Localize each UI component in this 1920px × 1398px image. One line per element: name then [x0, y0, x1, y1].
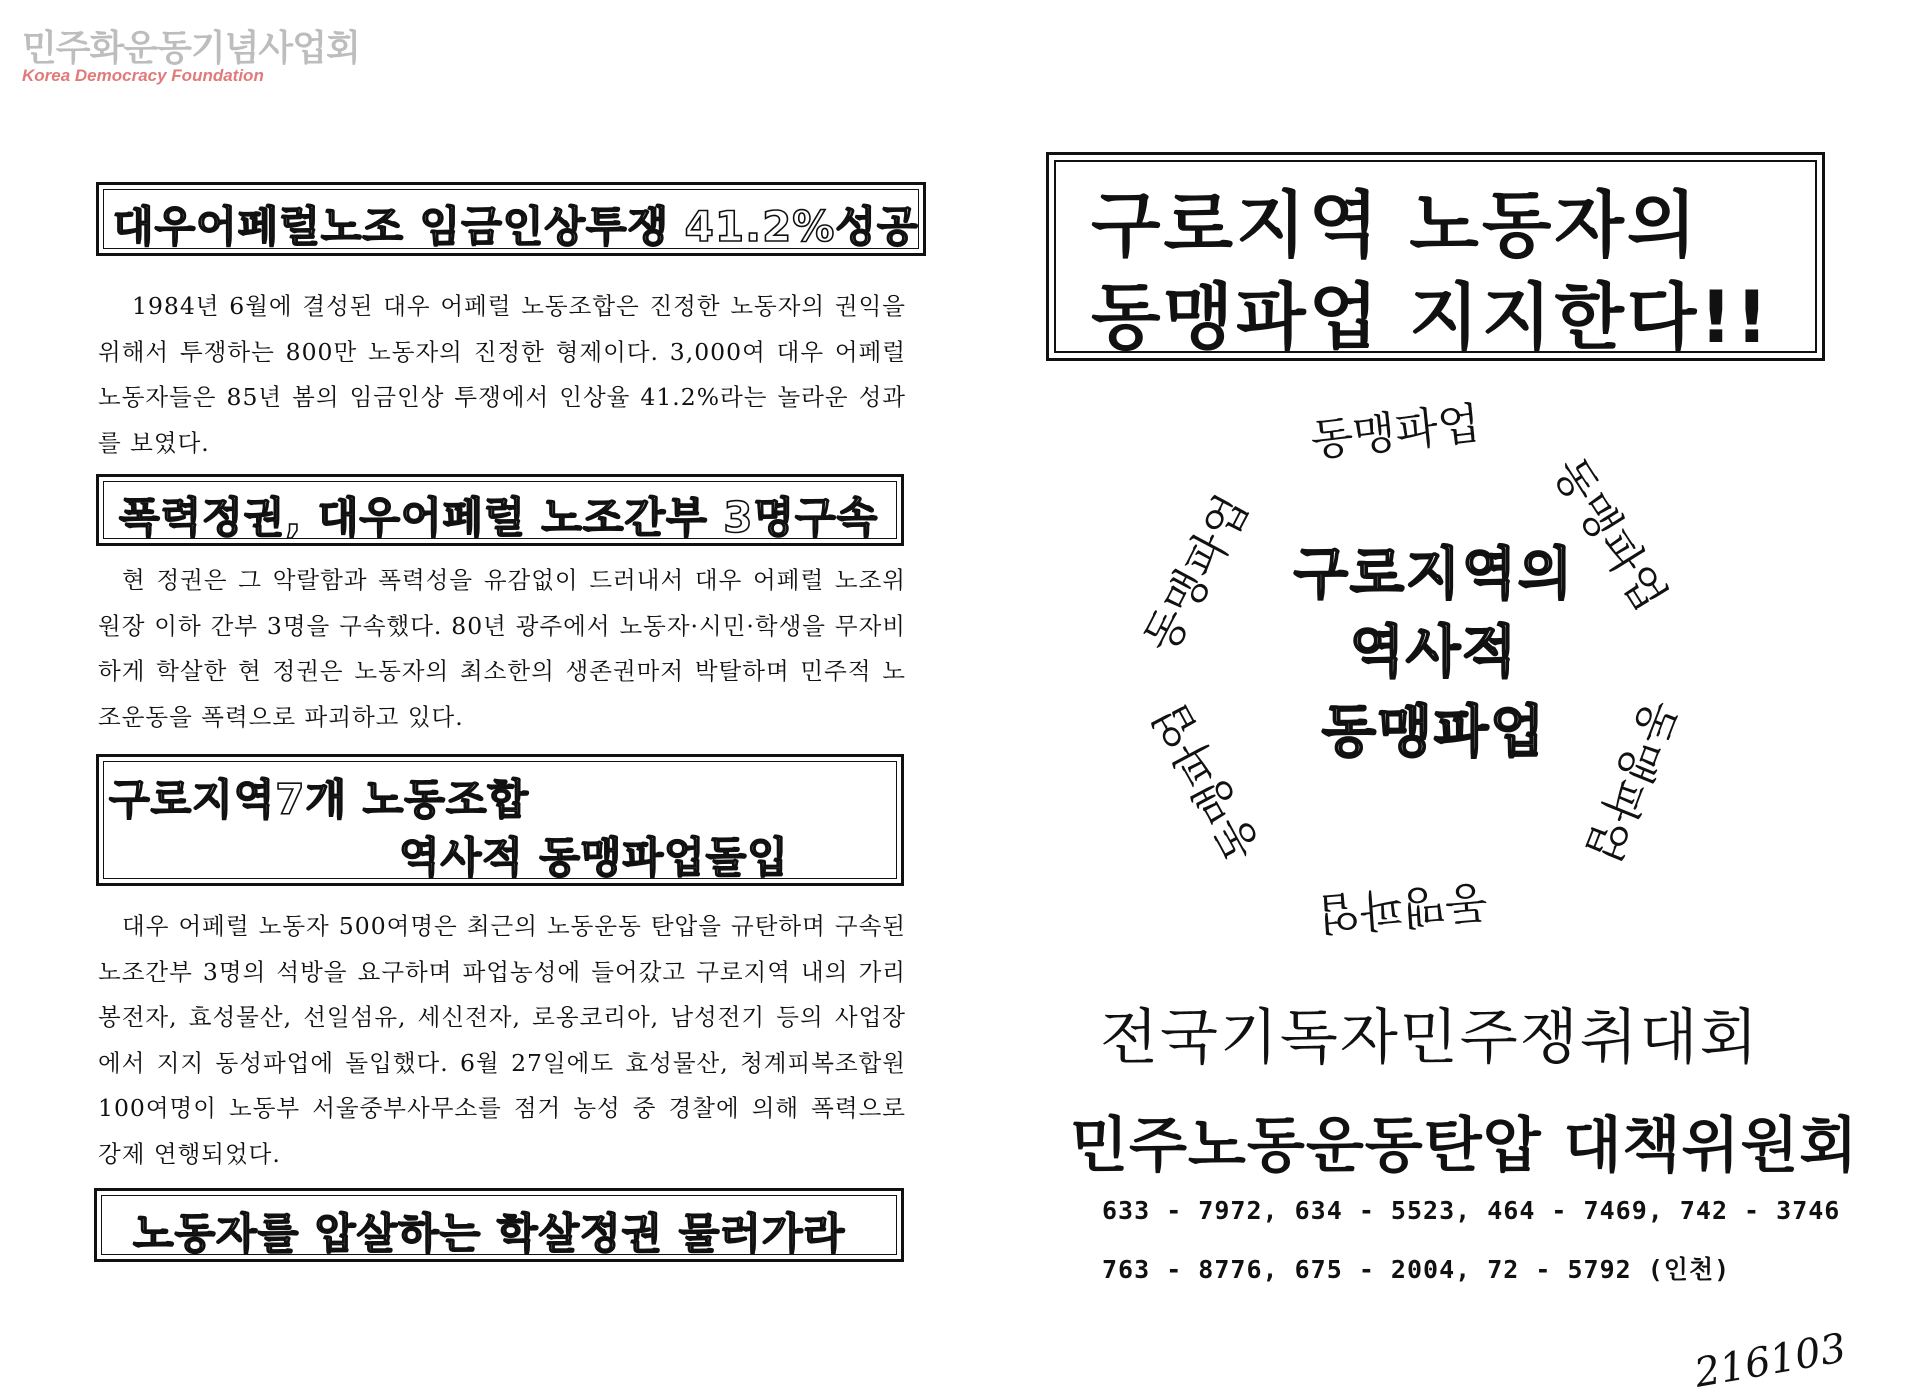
- document-number: 216103: [1691, 1325, 1850, 1397]
- title-box: [1046, 152, 1825, 361]
- paragraph-wage-struggle: 1984년 6월에 결성된 대우 어페럴 노동조합은 진정한 노동자의 권익을 위해서 투쟁하는 800만 노동자의 진정한 형제이다. 3,000여 대우 어페럴 노동자들은 85년 봄의 임금인상 투쟁에서 인상율 41.2%라는 놀라운 성과를 보였다.: [98, 292, 906, 457]
- organization-2: 민주노동운동탄압 대책위원회: [1070, 1111, 1859, 1181]
- watermark-english: Korea Democracy Foundation: [22, 66, 264, 85]
- title-line-2: 동맹파업 지지한다!!: [1091, 275, 1772, 359]
- phone-numbers-line-1: 633 - 7972, 634 - 5523, 464 - 7469, 742 - 3746: [1102, 1196, 1841, 1225]
- headline-box-3: [96, 754, 904, 886]
- headline-seven-unions: 구로지역7개 노동조합: [109, 775, 529, 824]
- paragraph-solidarity-strike: 대우 어페럴 노동자 500여명은 최근의 노동운동 탄압을 규탄하며 구속된 노조간부 3명의 석방을 요구하며 파업농성에 들어갔고 구로지역 내의 가리봉전자, 효성물산, 선일섬유, 세신전자, 로옹코리아, 남성전기 등의 사업장에서 지지 동성파업에 돌입했다. 6월 27일에도 효성물산, 청계피복조합원 100여명이 노동부 서울중부사무소를 점거 농성 중 경찰에 의해 폭력으로 강제 연행되었다.: [98, 912, 906, 1168]
- phone-numbers-line-2: 763 - 8776, 675 - 2004, 72 - 5792 (인천): [1102, 1255, 1731, 1284]
- title-line-1: 구로지역 노동자의: [1091, 183, 1700, 267]
- ring-word-bottom: 동맹파업: [1316, 876, 1490, 939]
- center-line-2: 역사적: [1349, 620, 1519, 685]
- headline-box-1: [96, 182, 926, 256]
- watermark-korean: 민주화운동기념사업회: [22, 28, 360, 69]
- center-line-1: 구로지역의: [1293, 542, 1575, 607]
- organization-1: 전국기독자민주쟁취대회: [1100, 1003, 1760, 1073]
- ring-word-lower-right: 동맹파업: [1575, 691, 1687, 869]
- headline-arrests: 폭력정권, 대우어페럴 노조간부 3명구속: [119, 493, 879, 542]
- ring-word-upper-left: 동맹파업: [1134, 487, 1260, 662]
- headline-withdraw-regime: 노동자를 압살하는 학살정권 물러가라: [133, 1209, 846, 1258]
- ring-word-top: 동맹파업: [1308, 398, 1483, 467]
- headline-box-4: [94, 1188, 904, 1262]
- headline-wage-struggle: 대우어페럴노조 임금인상투쟁 41.2%성공: [113, 202, 919, 251]
- ring-word-upper-right: 동맹파업: [1542, 448, 1676, 620]
- paragraph-arrests: 현 정권은 그 악랄함과 폭력성을 유감없이 드러내서 대우 어페럴 노조위원장 이하 간부 3명을 구속했다. 80년 광주에서 노동자·시민·학생을 무자비하게 학살한 현 정권은 노동자의 최소한의 생존권마저 박탈하며 민주적 노조운동을 폭력으로 파괴하고 있다.: [98, 566, 906, 731]
- headline-box-2: [96, 474, 904, 546]
- center-line-3: 동맹파업: [1321, 700, 1547, 765]
- ring-word-lower-left: 동맹파업: [1144, 694, 1270, 869]
- headline-solidarity-strike: 역사적 동맹파업돌입: [399, 833, 789, 882]
